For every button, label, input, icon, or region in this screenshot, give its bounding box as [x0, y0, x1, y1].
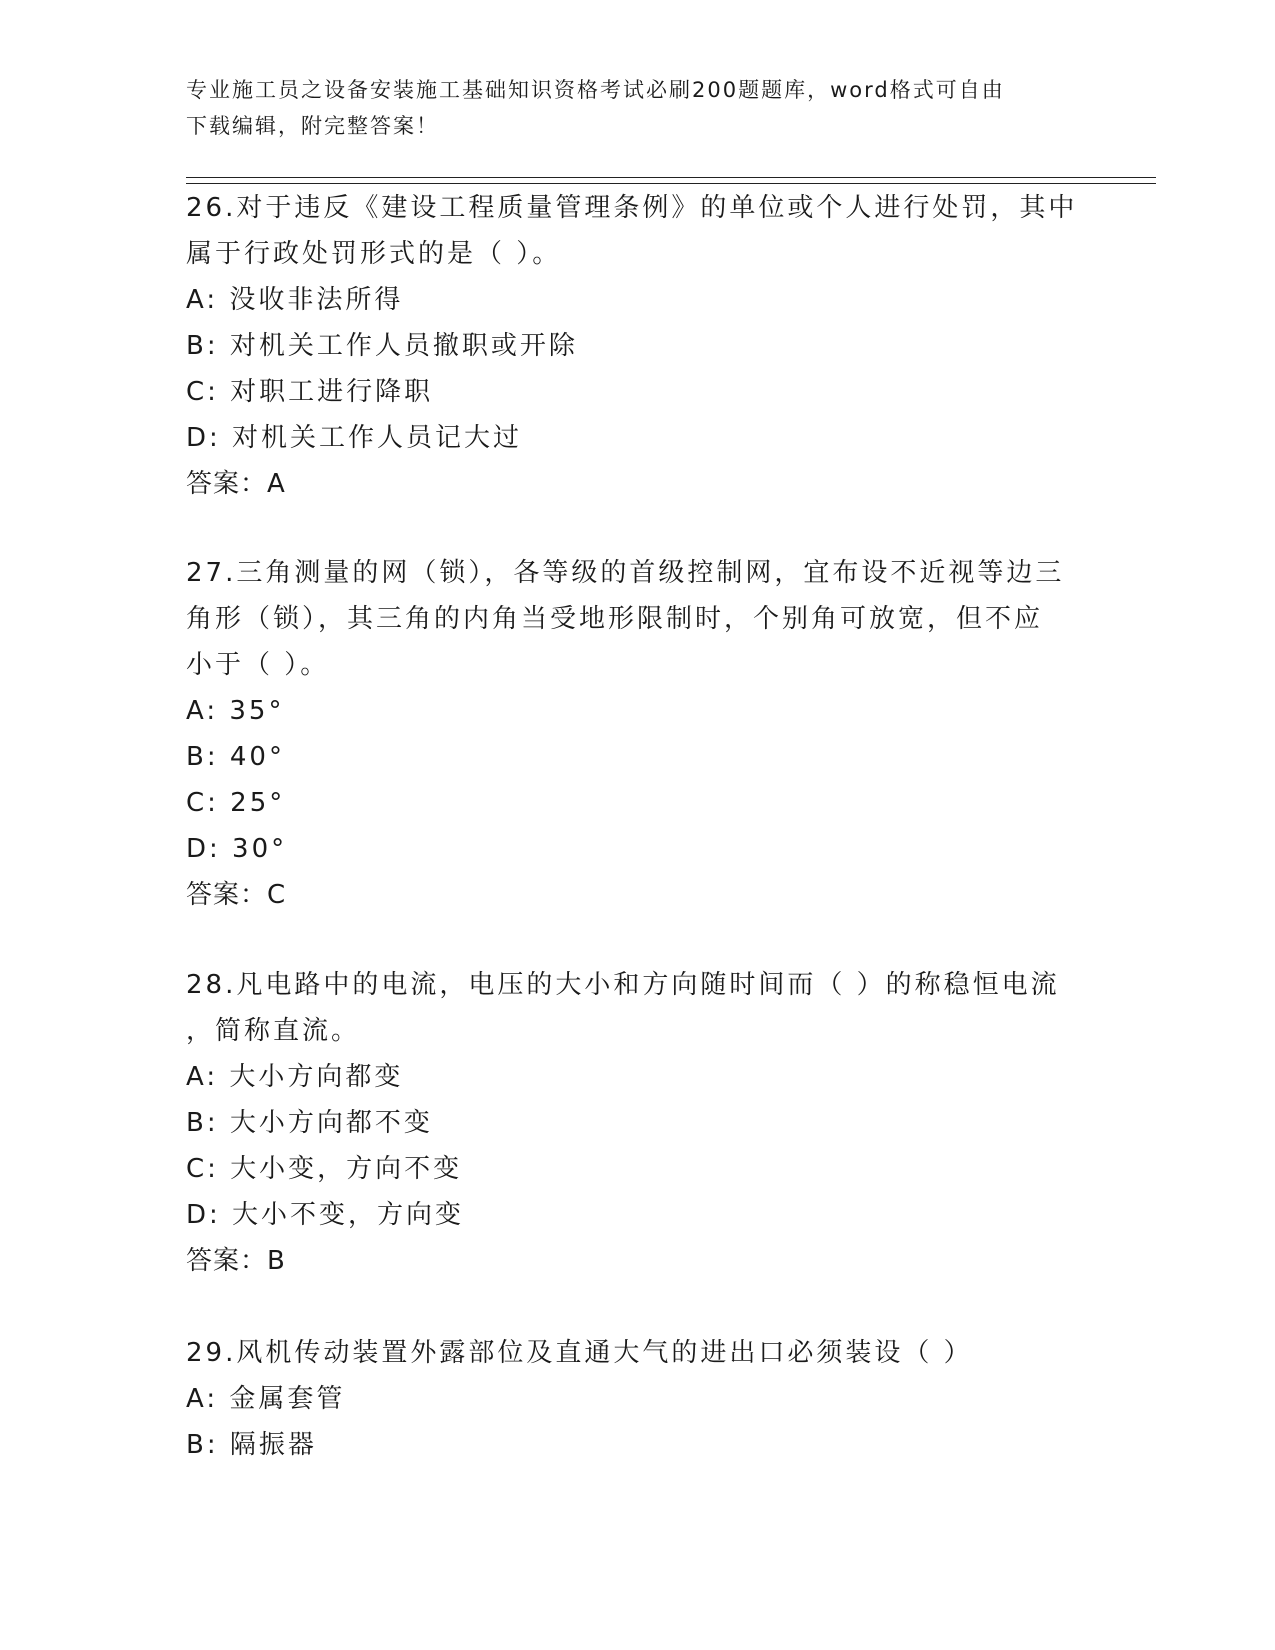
option-a: A: 大小方向都变 [186, 1062, 404, 1092]
answer: 答案：B [186, 1246, 286, 1276]
option-c: C: 大小变，方向不变 [186, 1154, 463, 1184]
option-a: A: 金属套管 [186, 1384, 346, 1414]
answer: 答案：A [186, 469, 286, 499]
option-b: B: 大小方向都不变 [186, 1108, 433, 1138]
question-stem: 29.风机传动装置外露部位及直通大气的进出口必须装设（ ） [186, 1338, 973, 1368]
option-b: B: 40° [186, 742, 285, 772]
option-b: B: 对机关工作人员撤职或开除 [186, 331, 578, 361]
answer: 答案：C [186, 880, 287, 910]
option-a: A: 35° [186, 696, 285, 726]
question-stem: 28.凡电路中的电流，电压的大小和方向随时间而（ ）的称稳恒电流 [186, 970, 1060, 1000]
question-stem: 26.对于违反《建设工程质量管理条例》的单位或个人进行处罚，其中 [186, 193, 1078, 223]
question-29 [186, 1330, 1086, 1468]
option-a: A: 没收非法所得 [186, 285, 404, 315]
option-d: D: 30° [186, 834, 288, 864]
option-c: C: 25° [186, 788, 286, 818]
option-d: D: 对机关工作人员记大过 [186, 423, 523, 453]
header-line-2: 下载编辑，附完整答案！ [186, 114, 439, 138]
question-26 [186, 185, 1086, 507]
question-28 [186, 962, 1086, 1284]
question-stem: ，简称直流。 [186, 1016, 361, 1046]
option-b: B: 隔振器 [186, 1430, 317, 1460]
header-line-1: 专业施工员之设备安装施工基础知识资格考试必刷200题题库，word格式可自由 [186, 78, 1005, 102]
question-27 [186, 550, 1086, 918]
document-header [186, 72, 1086, 144]
option-c: C: 对职工进行降职 [186, 377, 434, 407]
option-d: D: 大小不变，方向变 [186, 1200, 465, 1230]
question-stem: 属于行政处罚形式的是（ ）。 [186, 239, 562, 269]
question-stem: 小于（ ）。 [186, 650, 330, 680]
header-rule-top [186, 177, 1156, 178]
header-rule-bottom [186, 183, 1156, 184]
question-stem: 角形（锁），其三角的内角当受地形限制时，个别角可放宽，但不应 [186, 604, 1044, 634]
question-stem: 27.三角测量的网（锁），各等级的首级控制网，宜布设不近视等边三 [186, 558, 1065, 588]
